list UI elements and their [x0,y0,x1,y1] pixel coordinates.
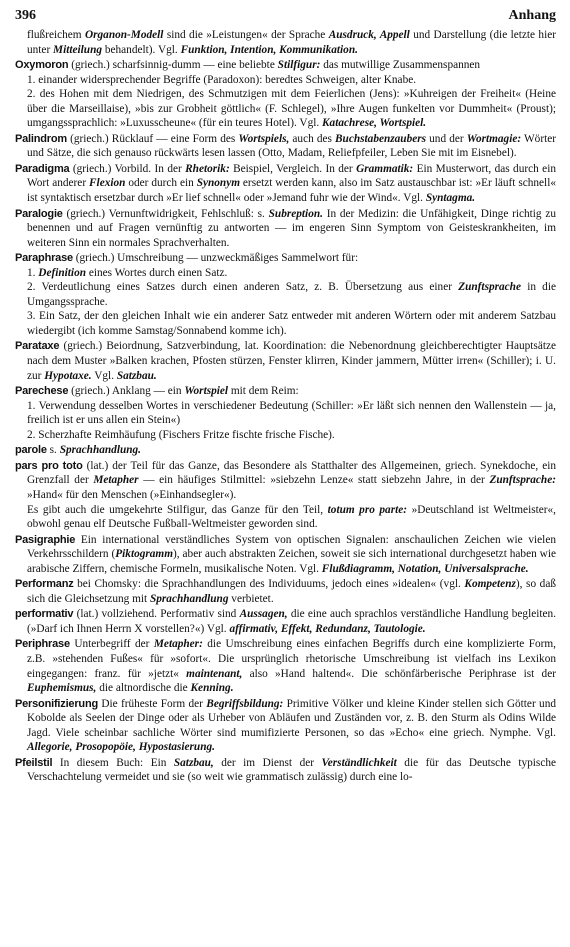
entry-term: Periphrase [15,638,70,651]
entry-subitem [15,266,556,281]
text-run: der im Dienst der [213,756,322,769]
cross-reference: Buchstabenzaubers [335,132,427,145]
cross-reference: Piktogramm [115,548,174,561]
entry-definition [15,577,556,606]
text-run: die für das Deutsche typische Verschachtelung vermeidet und sie (so weit wie grammatisch zulässig) durch eine lo- [27,756,556,784]
section-title: Anhang [508,8,556,23]
text-run: behandelt). Vgl. [102,43,181,56]
glossary-entry [15,384,556,442]
cross-reference: Mitteilung [53,43,103,56]
entry-definition [15,756,556,785]
text-run: (lat.) vollziehend. Performativ sind [73,608,240,621]
entry-term: pars pro toto [15,459,83,472]
entry-term: Parataxe [15,340,60,353]
cross-reference: Wortspiel [184,385,229,398]
entry-subitem [15,428,556,443]
text-run: 1. [27,266,39,279]
text-run: die eine auch sprachlos verständliche Handlung begleiten. (»Darf ich Ihnen Herrn X vorstellen?«) Vgl. [27,608,556,635]
entry-definition [15,637,556,695]
cross-reference: Rhetorik: [185,162,230,175]
entry-definition [15,533,556,577]
entry-term: Paralogie [15,207,63,220]
cross-reference: totum pro parte: [327,503,408,516]
text-run: oder durch ein [125,177,197,190]
entry-definition [15,251,556,266]
text-run: s. [46,444,60,457]
glossary-entry [15,28,556,57]
cross-reference: Aussagen, [239,608,288,621]
text-run: und der [426,132,467,145]
cross-reference: Verständlichkeit [321,756,397,769]
entry-definition [15,162,556,206]
cross-reference: Zunftsprache [458,281,521,294]
cross-reference: Satzbau, [173,756,214,769]
text-run: 3. Ein Satz, der den gleichen Inhalt wie ein anderer Satz entweder mit anderen Wörtern oder mit anderem Satzbau wiedergibt (ich komme Samstag/Sonnabend komme ich). [27,310,556,337]
entry-definition [15,607,556,636]
page-header [15,4,556,28]
text-run: also »Hand haltend«. Die schönfärberische Periphrase ist der [242,667,556,680]
cross-reference: Metapher: [153,638,203,651]
text-run: bei Chomsky: die Sprachhandlungen des Individuums, jedoch eines »idealen« (vgl. [73,578,465,591]
text-run: In der Medizin: die Unfähigkeit, Dinge richtig zu benennen und auf Fragen vernünftig zu antworten — im engeren Sinn Symptom von Geisteskrankheiten, im weiteren Sinn ein normales Sprachverhalten. [27,207,557,249]
entry-definition [15,28,556,57]
glossary-entry [15,637,556,695]
text-run: sind die »Leistungen« der Sprache [163,29,329,41]
entry-subitem [15,280,556,309]
cross-reference: Grammatik: [356,162,414,175]
entry-term: Palindrom [15,132,67,145]
cross-reference: maintenant, [186,667,243,680]
text-run: Vgl. [91,369,117,382]
text-run: — ein häufiges Stilmittel: »siebzehn Lenze« statt siebzehn Jahre, in der [138,474,490,487]
text-run: mit dem Reim: [228,385,299,398]
entry-term: Pasigraphie [15,533,76,546]
entry-term: parole [15,444,47,457]
text-run: (griech.) Umschreibung — unzweckmäßiges Sammelwort für: [72,252,359,265]
text-run: ), so daß sich die Gleichsetzung mit [27,578,556,605]
text-run: flußreichem [27,29,85,41]
glossary-entry [15,132,556,161]
glossary-entry [15,162,556,206]
page-number: 396 [15,8,36,23]
entry-term: Pfeilstil [15,756,53,769]
text-run: auch des [289,132,336,145]
cross-reference: Katachrese, Wortspiel. [322,117,427,130]
text-run: »Deutschland ist Weltmeister«, obwohl genau elf Deutsche Fußball-Weltmeister geworden sind. [27,503,556,531]
cross-reference: Ausdruck, Appell [328,29,410,41]
text-run: 2. des Hohen mit dem Niedrigen, des Schmutzigen mit dem Feierlichen (Jens): »Kuhreigen der Freiheit« (Heine über die Marseillaise), »bis zur Grobheit göttlich« (F. Schlegel), »Ihre Augen funkelten vor Dummheit« (Proust); umgangssprachlich: »Luxusscheune« (für ein teures Hotel). Vgl. [27,88,556,130]
glossary-entry [15,207,556,251]
text-run: Primitive Völker und kleine Kinder stellen sich Götter und Kobolde als Seelen der Dinge oder als Urheber von Abläufen und Zuständen vor, z. B. den Sturm als Odins Wilde Jagd. Viele scheinbar sachliche Wörter sind mumifizierte Personen, so das »Echo« eine griech. Nymphe. Vgl. [27,697,556,739]
cross-reference: Organon-Modell [84,29,164,41]
text-run: verbietet. [228,592,274,605]
cross-reference: Zunftsprache: [489,474,556,487]
glossary-entry [15,339,556,383]
entry-definition [15,207,556,251]
text-run: (griech.) Vernunftwidrigkeit, Fehlschluß: s. [62,207,269,220]
cross-reference: Satzbau. [116,369,157,382]
text-run: das mutwillige Zusammenspannen [320,59,481,72]
text-run: Wörter und Sätze, die sich genauso rückwärts lesen lassen (Otto, Madam, Reliefpfeiler, Leben Sie mit im Eisnebel). [27,132,557,160]
text-run: Ein Musterwort, das durch ein Wort anderer [27,162,556,190]
text-run: 2. Scherzhafte Reimhäufung (Fischers Fritze fischte frische Fische). [27,428,335,441]
text-run: (lat.) der Teil für das Ganze, das Besondere als Statthalter des Allgemeinen, griech. Synekdoche, ein Grenzfall der [27,459,557,487]
entry-definition [15,339,556,383]
cross-reference: Kompetenz [464,578,516,591]
text-run: in die Umgangssprache. [27,281,556,308]
text-run: Beispiel, Vergleich. In der [229,162,357,175]
cross-reference: Kenning. [190,682,234,695]
cross-reference: Definition [38,266,86,279]
entry-subitem [15,309,556,338]
cross-reference: Sprachhandlung. [59,444,141,457]
cross-reference: Stilfigur: [277,59,321,72]
entry-definition [15,132,556,161]
glossary-entry [15,577,556,606]
text-run: und Darstellung (die letzte hier unter [27,29,556,56]
entry-subitem [15,399,556,428]
entry-term: performativ [15,608,74,621]
text-run: (griech.) Beiordnung, Satzverbindung, lat. Koordination: die Nebenordnung gleichberechtigter Hauptsätze nach dem Muster »Balken krachen, Pfosten stürzen, Fenster klirren, Kinder jammern, Mütter irren« (Schiller); i. U. zur [27,340,556,382]
entry-term: Oxymoron [15,59,69,72]
entry-definition [15,443,556,458]
entry-definition [15,459,556,503]
entry-term: Personifizierung [15,697,98,710]
text-run: 1. Verwendung desselben Wortes in verschiedener Bedeutung (Schiller: »Er läßt sich nennen den Wallenstein — ja, freilich ist er uns allen ein Stein«) [27,399,556,427]
cross-reference: Hypotaxe. [44,369,92,382]
text-run: (griech.) Anklang — ein [68,385,185,398]
cross-reference: Flexion [89,177,126,190]
glossary-entry [15,58,556,131]
entry-definition [15,384,556,399]
glossary-entry [15,533,556,577]
entry-term: Performanz [15,578,74,591]
glossary-entry [15,443,556,458]
entry-definition [15,697,556,755]
cross-reference: Flußdiagramm, Notation, Universalsprache. [321,562,529,575]
text-run: 2. Verdeutlichung eines Satzes durch einen anderen Satz, z. B. Übersetzung aus einer [27,281,459,294]
entry-term: Paradigma [15,162,70,175]
glossary-entry [15,459,556,532]
entry-additional-note [15,503,556,532]
text-run: (griech.) Vorbild. In der [69,162,186,175]
entry-subitem [15,73,556,88]
text-run: die altnordische die [96,682,191,695]
glossary-entry [15,697,556,755]
text-run: (griech.) scharfsinnig-dumm — eine beliebte [68,59,278,72]
cross-reference: Synonym [196,177,240,190]
glossary-entry [15,756,556,785]
entry-subitem [15,87,556,131]
cross-reference: Begriffsbildung: [206,697,284,710]
cross-reference: Syntagma. [425,192,476,205]
cross-reference: Wortspiels, [238,132,290,145]
entry-definition [15,58,556,73]
text-run: eines Wortes durch einen Satz. [86,266,228,279]
text-run: 1. einander widersprechender Begriffe (Paradoxon): beredtes Schweigen, alter Knabe. [27,73,417,86]
cross-reference: Wortmagie: [466,132,522,145]
cross-reference: affirmativ, Effekt, Redundanz, Tautologie. [229,622,426,635]
text-run: Die früheste Form der [97,697,207,710]
cross-reference: Sprachhandlung [149,592,229,605]
text-run: (griech.) Rücklauf — eine Form des [67,132,239,145]
text-run: »Hand« für den Menschen (»Einhandsegler«). [27,488,237,501]
cross-reference: Allegorie, Prosopopöie, Hypostasierung. [27,741,215,754]
entry-term: Paraphrase [15,252,73,265]
glossary-entry [15,251,556,338]
cross-reference: Funktion, Intention, Kommunikation. [180,43,358,56]
text-run: Es gibt auch die umgekehrte Stilfigur, das Ganze für den Teil, [27,503,328,516]
text-run: In diesem Buch: Ein [52,756,174,769]
text-run: Unterbegriff der [69,638,154,651]
text-run: ), aber auch abstrakten Zeichen, soweit sie sich international durchgesetzt haben wie arabische Ziffern, chemische Formeln, musikalische Noten. Vgl. [27,548,556,575]
text-run: die Umschreibung eines einfachen Begriffs durch eine komplizierte Form, z.B. »stehenden Fußes« für »sofort«. Die ursprünglich rhetorische Umschreibung ist vielfach ins Lexikon eingegangen: franz. für »jetzt« [27,638,557,680]
glossary-entries [15,28,556,785]
text-run: Ein international verständliches System von optischen Signalen: anschaulichen Zeichen wie vielen Verkehrsschildern ( [27,533,556,561]
cross-reference: Metapher [93,474,139,487]
glossary-entry [15,607,556,636]
cross-reference: Subreption. [268,207,323,220]
entry-term: Parechese [15,385,69,398]
cross-reference: Euphemismus, [27,682,97,695]
text-run: ersetzt werden kann, also im Satz austauschbar ist: »Er läuft schnell« ist syntaktisch ersetzbar durch »Er lief schnell« oder »Jemand fuhr wie der Wind«. Vgl. [27,177,556,205]
